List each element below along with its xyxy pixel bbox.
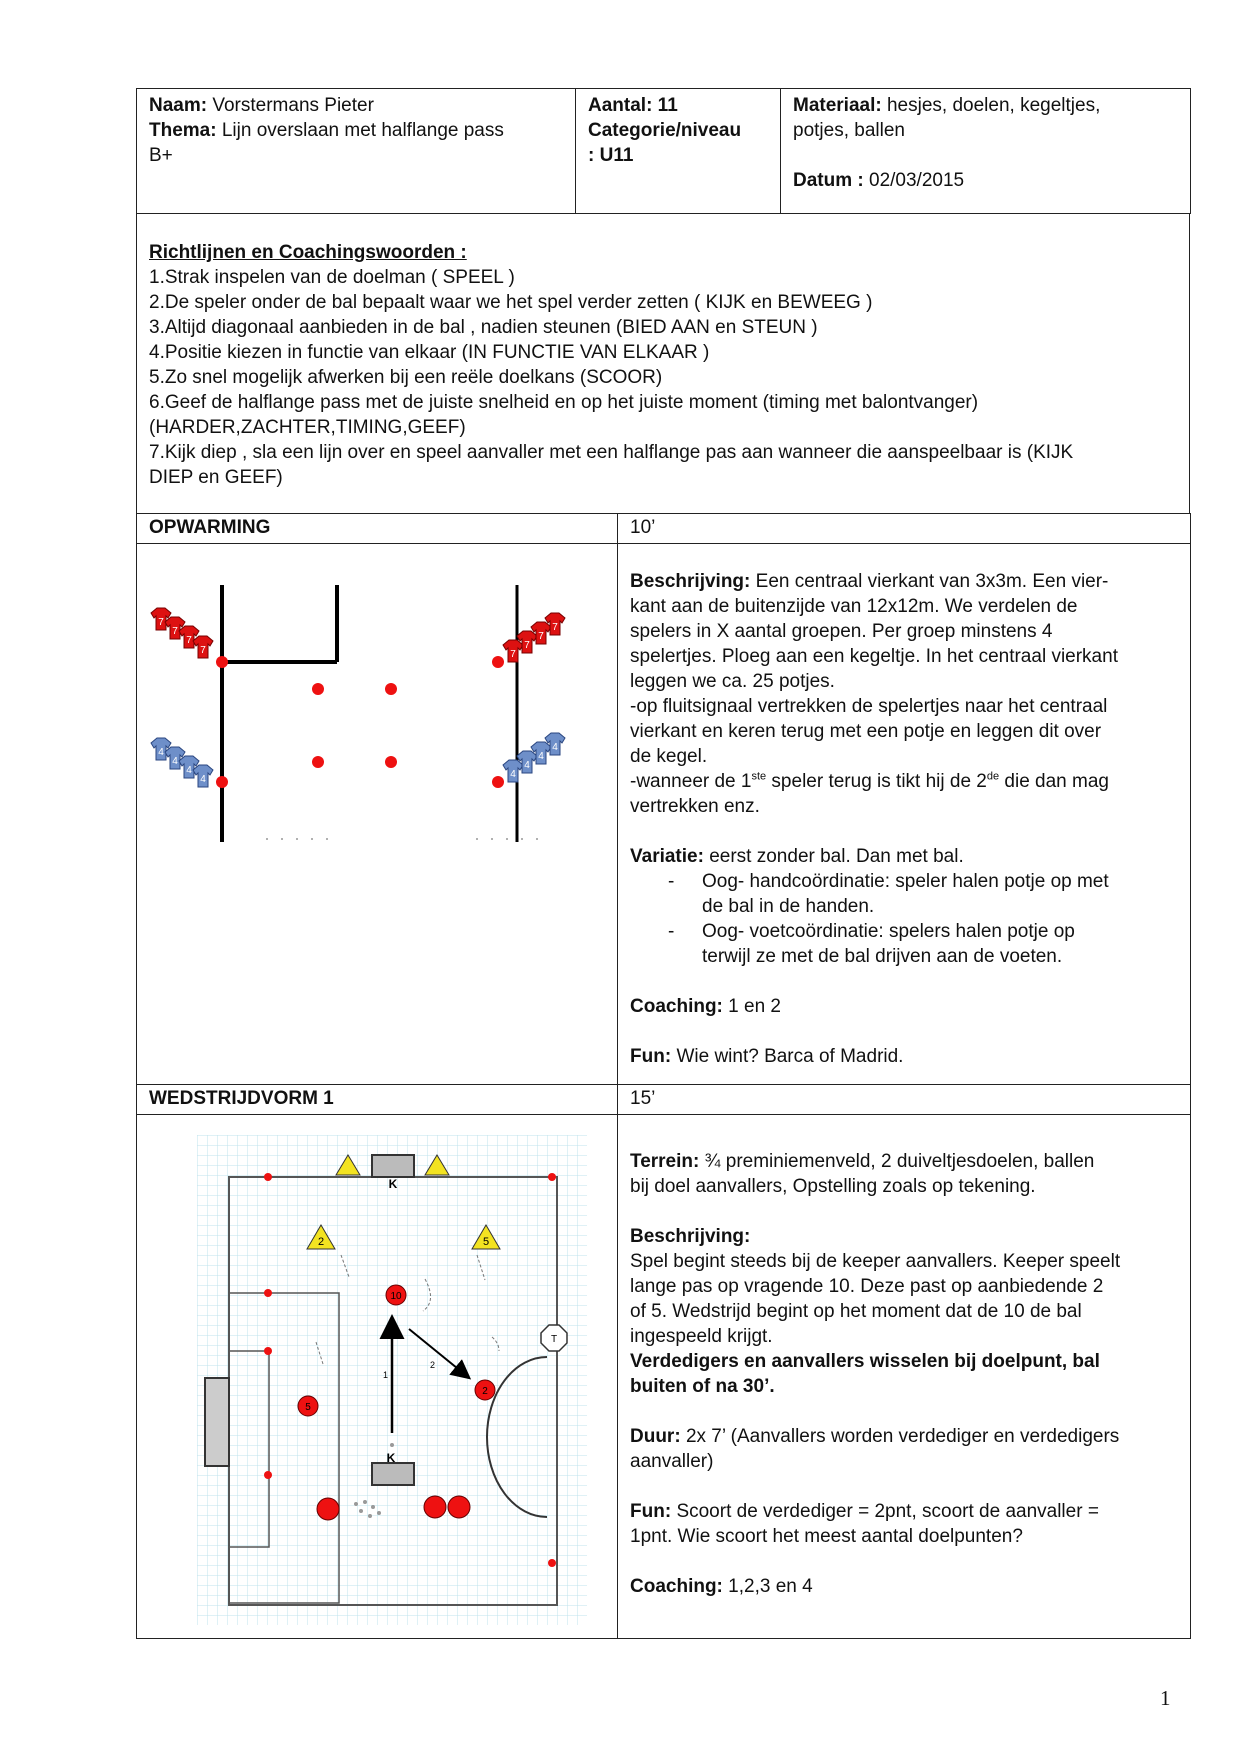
duur-value: 2x 7’ (Aanvallers worden verdediger en verdedigers	[685, 1426, 1120, 1447]
wv-coaching-label: Coaching:	[630, 1576, 723, 1597]
svg-text:2: 2	[430, 1360, 436, 1370]
variatie-value: eerst zonder bal. Dan met bal.	[709, 846, 964, 867]
duur-line-2: aanvaller)	[630, 1451, 714, 1472]
blue-team-right	[503, 733, 565, 782]
wedstrijdvorm-diagram	[137, 1115, 617, 1635]
materiaal-cell	[781, 89, 1191, 214]
opwarming-beschrijving-line: kant aan de buitenzijde van 12x12m. We verdelen de	[630, 596, 1078, 617]
opwarming-beschrijving-line: leggen we ca. 25 potjes.	[630, 671, 835, 692]
opwarming-beschrijving-label: Beschrijving:	[630, 571, 751, 592]
datum-label: Datum :	[793, 170, 864, 191]
wissel-line: Verdedigers en aanvallers wisselen bij doelpunt, bal	[630, 1351, 1100, 1372]
attacker-reserve	[424, 1496, 446, 1518]
opwarming-wanneer-line: -wanneer de 1ste speler terug is tikt hij de 2de die dan mag	[630, 770, 1109, 792]
variatie-item: - Oog- handcoördinatie: speler halen potje op met de bal in de handen.	[668, 871, 1109, 917]
bottom-goal	[372, 1463, 414, 1485]
variatie-item: - Oog- voetcoördinatie: spelers halen potje op terwijl ze met de bal drijven aan de voeten.	[668, 921, 1075, 967]
blue-team-left	[151, 738, 213, 787]
terrein-line-2: bij doel aanvallers, Opstelling zoals op tekening.	[630, 1176, 1036, 1197]
svg-text:4: 4	[538, 751, 544, 762]
opwarming-fun-value: Wie wint? Barca of Madrid.	[676, 1046, 904, 1067]
keeper-top-label: K	[388, 1177, 398, 1191]
header-table	[136, 88, 1191, 214]
svg-text:5: 5	[482, 1236, 490, 1248]
datum-value: 02/03/2015	[869, 170, 965, 191]
wv-beschrijving-line: of 5. Wedstrijd begint op het moment dat de 10 de bal	[630, 1301, 1082, 1322]
dotted-line	[266, 838, 538, 840]
opwarming-coaching-label: Coaching:	[630, 996, 723, 1017]
svg-text:7: 7	[158, 617, 164, 628]
red-team-left	[151, 608, 213, 658]
thema-value-2: B+	[149, 145, 173, 166]
opwarming-diagram	[137, 544, 617, 1084]
categorie-text-2: : U11	[588, 145, 634, 166]
left-goal	[205, 1378, 229, 1466]
svg-text:4: 4	[172, 756, 178, 767]
naam-label: Naam:	[149, 95, 208, 116]
richtlijn-line: 2.De speler onder de bal bepaalt waar we het spel verder zetten ( KIJK en BEWEEG )	[149, 292, 873, 313]
aantal-text: Aantal: 11	[588, 95, 678, 116]
opwarming-diagram-cell	[137, 544, 618, 1085]
opwarming-beschrijving-line: de kegel.	[630, 746, 708, 767]
aantal-cell	[576, 89, 781, 214]
exercises-table	[136, 513, 1191, 1639]
richtlijn-line: DIEP en GEEF)	[149, 467, 283, 488]
page-number: 1	[1160, 1686, 1171, 1710]
richtlijn-line: 5.Zo snel mogelijk afwerken bij een reële doelkans (SCOOR)	[149, 367, 663, 388]
richtlijn-line: 7.Kijk diep , sla een lijn over en speel aanvaller met een halflange pas aan wanneer die aanspeelbaar is (KIJK	[149, 442, 1074, 463]
svg-text:4: 4	[510, 769, 516, 780]
opwarming-beschrijving-line: vierkant en keren terug met een potje en leggen dit over	[630, 721, 1102, 742]
duur-label: Duur:	[630, 1426, 681, 1447]
svg-text:7: 7	[200, 645, 206, 656]
keeper-bottom-label: K	[386, 1451, 396, 1465]
variatie-list	[630, 869, 1180, 969]
svg-text:4: 4	[158, 747, 164, 758]
wedstrijdvorm-title: WEDSTRIJDVORM 1	[137, 1085, 618, 1115]
richtlijn-line: 6.Geef de halflange pass met de juiste snelheid en op het juiste moment (timing met balontvanger)	[149, 392, 979, 413]
wedstrijdvorm-duration: 15’	[618, 1085, 1191, 1115]
richtlijn-line: 4.Positie kiezen in functie van elkaar (IN FUNCTIE VAN ELKAAR )	[149, 342, 710, 363]
wv-beschrijving-line: ingespeeld krijgt.	[630, 1326, 773, 1347]
materiaal-value: hesjes, doelen, kegeltjes,	[886, 95, 1101, 116]
categorie-text-1: Categorie/niveau	[588, 120, 742, 141]
top-goal	[372, 1155, 414, 1177]
richtlijnen-table	[136, 213, 1190, 514]
opwarming-beschrijving-line: Een centraal vierkant van 3x3m. Een vier-	[755, 571, 1109, 592]
svg-text:4: 4	[200, 774, 206, 785]
lesson-sheet	[136, 88, 1190, 1639]
opwarming-beschrijving-line: spelers in X aantal groepen. Per groep minstens 4	[630, 621, 1053, 642]
attacker-reserve	[317, 1498, 339, 1520]
svg-text:T: T	[550, 1334, 558, 1345]
name-theme-cell	[137, 89, 576, 214]
variatie-label: Variatie:	[630, 846, 704, 867]
materiaal-value-2: potjes, ballen	[793, 120, 905, 141]
opwarming-text-cell	[618, 544, 1191, 1085]
wv-beschrijving-label: Beschrijving:	[630, 1226, 751, 1247]
svg-text:7: 7	[172, 626, 178, 637]
attacker-reserve	[448, 1496, 470, 1518]
opwarming-duration: 10’	[618, 514, 1191, 544]
terrein-label: Terrein:	[630, 1151, 700, 1172]
svg-text:7: 7	[510, 649, 516, 660]
opwarming-wanneer-line-2: vertrekken enz.	[630, 796, 760, 817]
svg-text:4: 4	[186, 765, 192, 776]
richtlijn-line: 1.Strak inspelen van de doelman ( SPEEL )	[149, 267, 515, 288]
wv-fun-value: Scoort de verdediger = 2pnt, scoort de aanvaller =	[676, 1501, 1099, 1522]
svg-text:10: 10	[390, 1291, 402, 1302]
wv-fun-line-2: 1pnt. Wie scoort het meest aantal doelpunten?	[630, 1526, 1023, 1547]
svg-text:7: 7	[552, 622, 558, 633]
svg-text:7: 7	[538, 631, 544, 642]
opwarming-coaching-value: 1 en 2	[728, 996, 781, 1017]
opwarming-beschrijving-line: spelertjes. Ploeg aan een kegeltje. In het centraal vierkant	[630, 646, 1118, 667]
wedstrijdvorm-text-cell	[618, 1115, 1191, 1639]
materiaal-label: Materiaal:	[793, 95, 882, 116]
opwarming-beschrijving-line: -op fluitsignaal vertrekken de spelertjes naar het centraal	[630, 696, 1108, 717]
opwarming-fun-label: Fun:	[630, 1046, 672, 1067]
naam-value: Vorstermans Pieter	[212, 95, 374, 116]
richtlijnen-cell	[137, 214, 1190, 514]
richtlijn-line: 3.Altijd diagonaal aanbieden in de bal , nadien steunen (BIED AAN en STEUN )	[149, 317, 818, 338]
richtlijnen-title: Richtlijnen en Coachingswoorden :	[149, 242, 467, 263]
red-team-right	[503, 613, 565, 662]
svg-text:5: 5	[305, 1402, 311, 1413]
thema-value: Lijn overslaan met halflange pass	[221, 120, 504, 141]
wedstrijdvorm-diagram-cell	[137, 1115, 618, 1639]
wissel-line: buiten of na 30’.	[630, 1376, 775, 1397]
cone-markers	[216, 656, 504, 788]
wv-coaching-value: 1,2,3 en 4	[728, 1576, 813, 1597]
richtlijn-line: (HARDER,ZACHTER,TIMING,GEEF)	[149, 417, 466, 438]
svg-text:1: 1	[383, 1370, 389, 1380]
thema-label: Thema:	[149, 120, 217, 141]
wv-fun-label: Fun:	[630, 1501, 672, 1522]
wv-beschrijving-line: lange pas op vragende 10. Deze past op aanbiedende 2	[630, 1276, 1104, 1297]
svg-text:4: 4	[552, 742, 558, 753]
svg-text:2: 2	[317, 1236, 325, 1248]
svg-text:7: 7	[186, 635, 192, 646]
svg-text:7: 7	[524, 640, 530, 651]
svg-text:2: 2	[482, 1386, 488, 1397]
wv-beschrijving-line: Spel begint steeds bij de keeper aanvallers. Keeper speelt	[630, 1251, 1121, 1272]
opwarming-title: OPWARMING	[137, 514, 618, 544]
terrein-value: ¾ preminiemenveld, 2 duiveltjesdoelen, ballen	[704, 1151, 1095, 1172]
svg-text:4: 4	[524, 760, 530, 771]
